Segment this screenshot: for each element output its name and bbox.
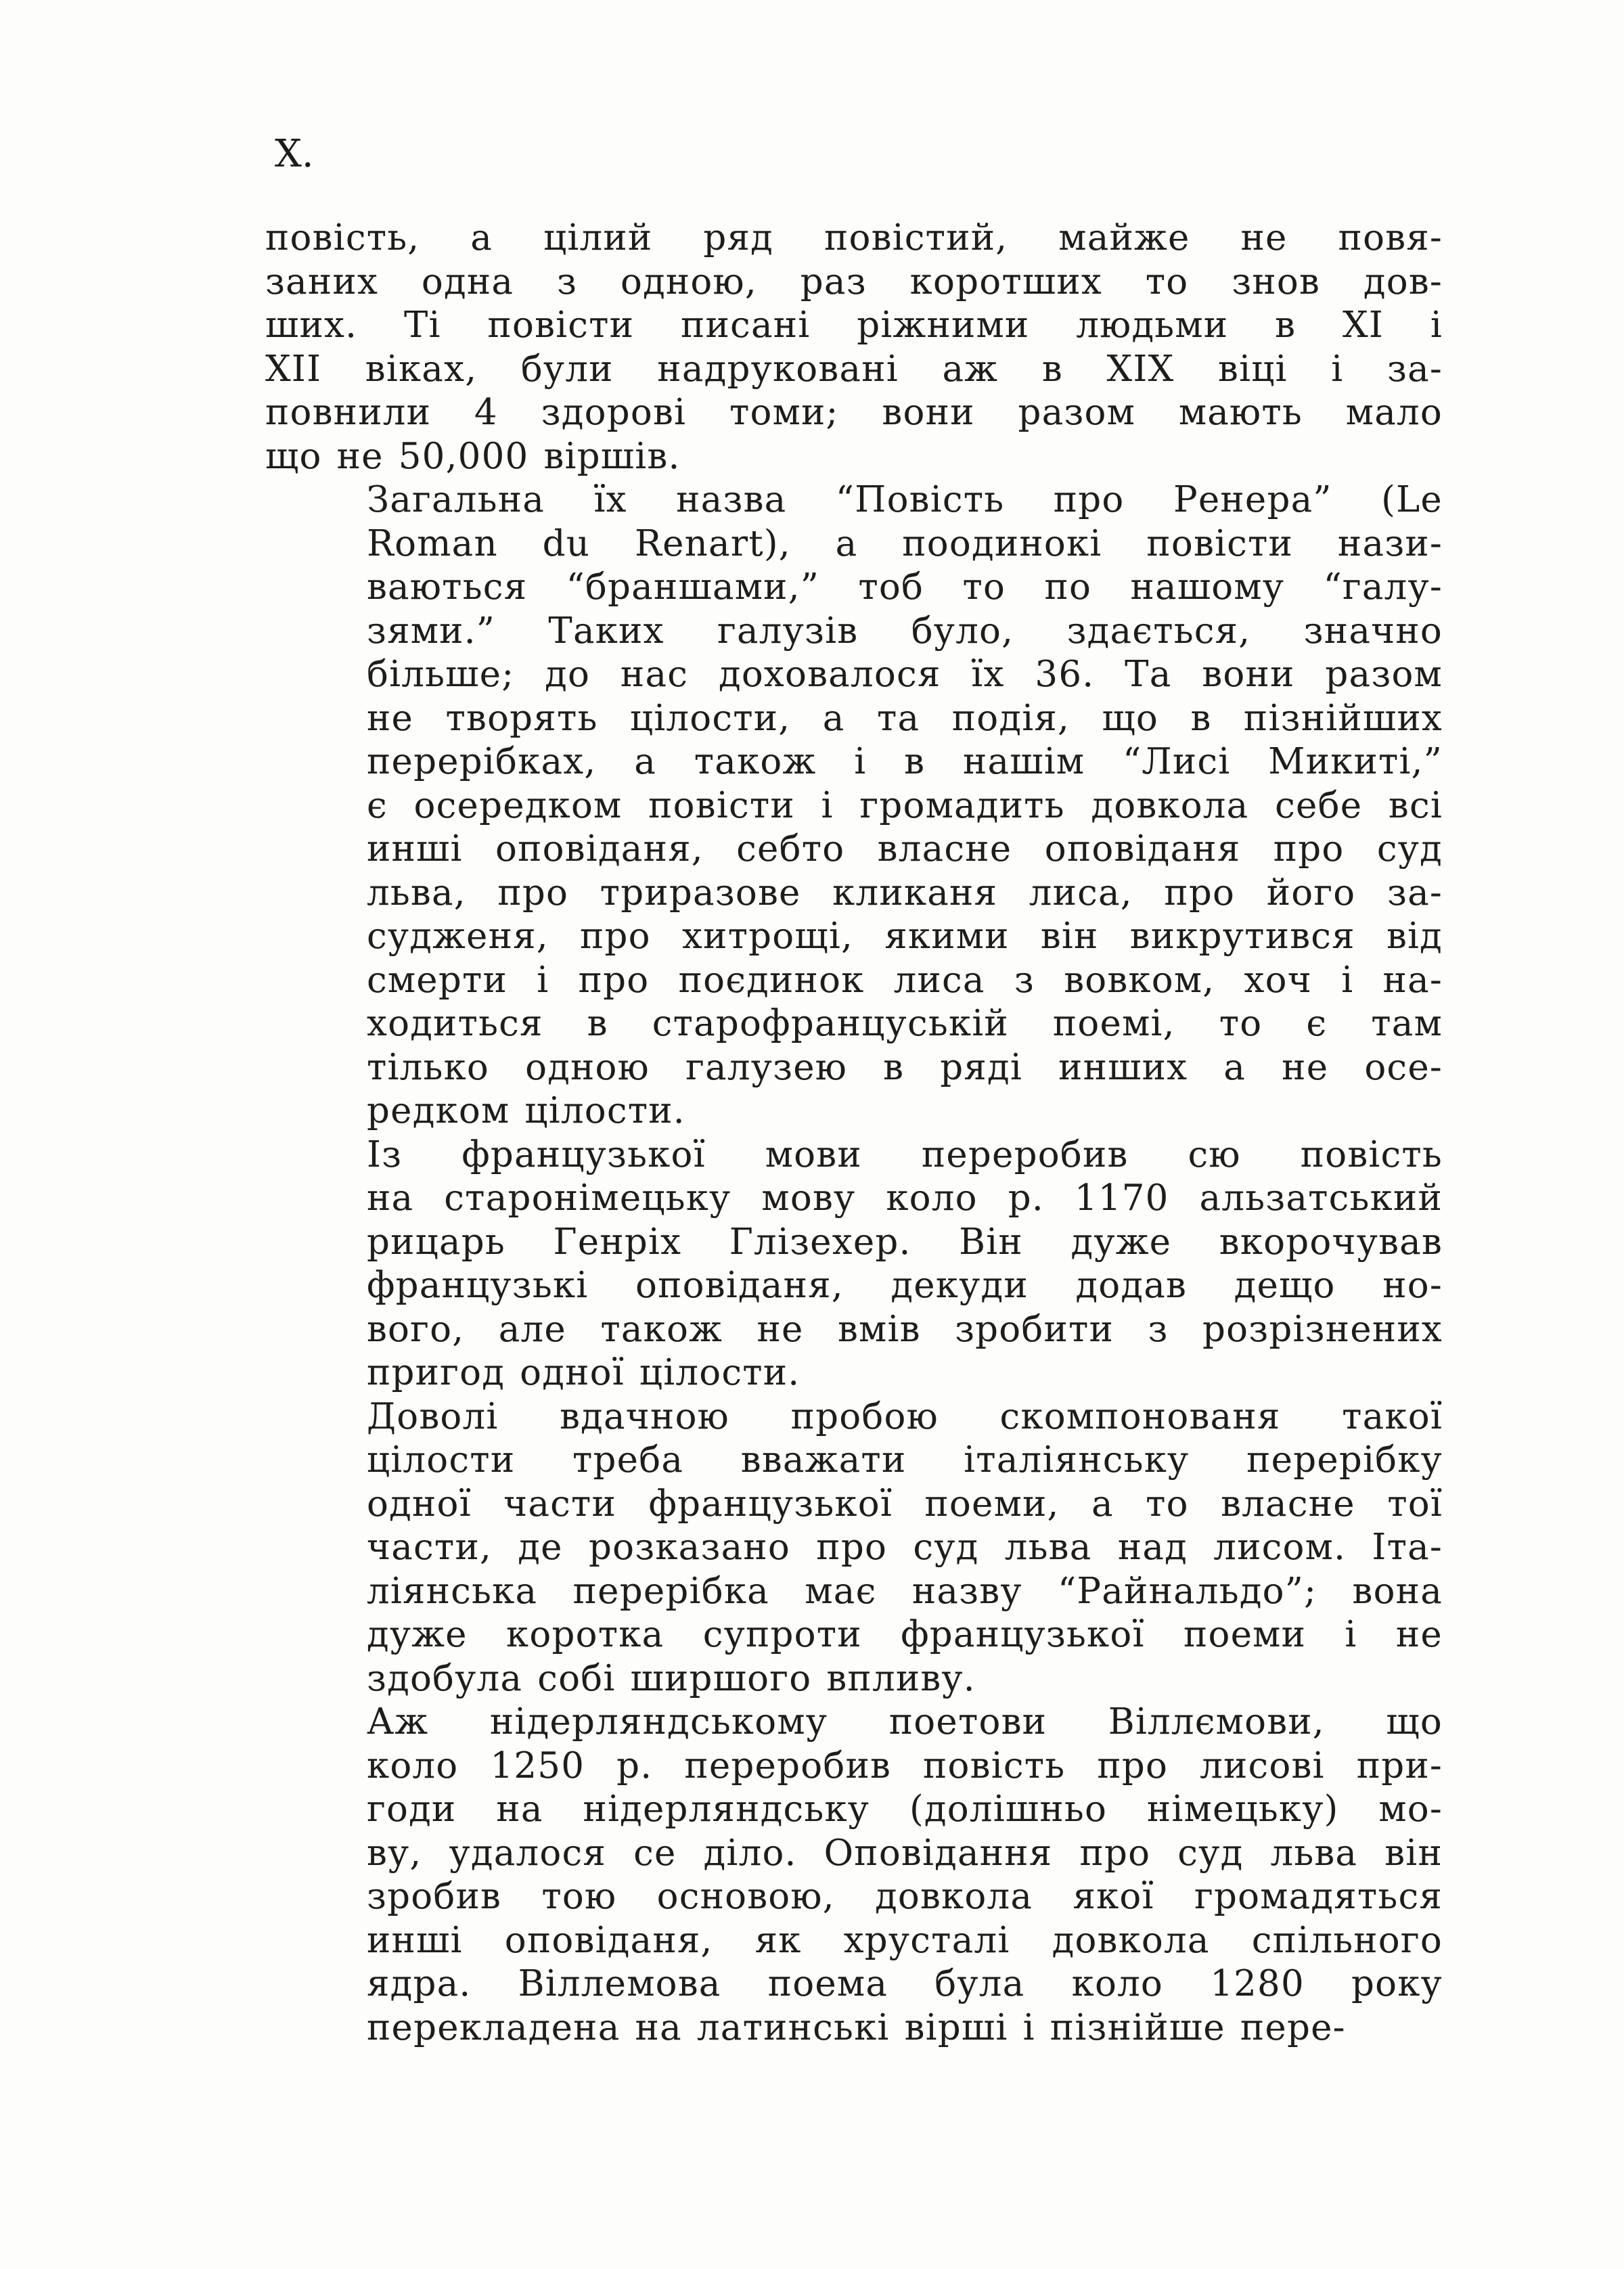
paragraph	[265, 1395, 1443, 1701]
text-line: перекладена на латинські вірші і пізнійше пере-	[367, 2006, 1346, 2048]
text-line: Аж нідерляндському поетови Віллємови, що	[367, 1701, 1443, 1743]
text-line: повість, а цілий ряд повістий, майже не повя-	[265, 217, 1443, 259]
text-line: здобула собі ширшого впливу.	[367, 1657, 976, 1699]
text-line: тілько одною галузею в ряді инших а не осе-	[367, 1046, 1443, 1088]
text-line: инші оповіданя, як хрусталі довкола спільного	[367, 1919, 1443, 1961]
text-line: зями.” Таких галузів було, здається, значно	[367, 610, 1443, 652]
text-line: перерібках, а також і в нашім “Лисі Микиті,”	[367, 741, 1443, 782]
text-line: части, де розказано про суд льва над лисом. Іта-	[367, 1527, 1443, 1568]
text-line: ших. Ті повісти писані ріжними людьми в XI і	[265, 305, 1443, 346]
text-line: ядра. Віллемова поема була коло 1280 року	[367, 1963, 1443, 2004]
paragraph	[265, 1133, 1443, 1395]
text-line: зробив тою основою, довкола якої громадяться	[367, 1876, 1443, 1917]
text-line: дуже коротка супроти французької поеми і не	[367, 1614, 1443, 1655]
text-line: на старонімецьку мову коло р. 1170 альзатський	[367, 1177, 1443, 1219]
text-line: льва, про триразове кликаня лиса, про його за-	[367, 872, 1443, 914]
text-line: вого, але також не вмів зробити з розрізнених	[367, 1308, 1443, 1350]
text-line: пригод одної цілости.	[367, 1352, 800, 1393]
text-line: повнили 4 здорові томи; вони разом мають мало	[265, 392, 1443, 433]
text-line: більше; до нас доховалося їх 36. Та вони разом	[367, 654, 1443, 695]
text-line: смерти і про поєдинок лиса з вовком, хоч і на-	[367, 959, 1443, 1001]
text-line: инші оповіданя, себто власне оповіданя про суд	[367, 828, 1443, 870]
body-text	[265, 217, 1443, 2050]
text-line: рицарь Генріх Глізехер. Він дуже вкорочував	[367, 1221, 1443, 1263]
text-line: XII віках, були надруковані аж в XIX віці і за-	[265, 348, 1443, 390]
text-line: Із французької мови переробив сю повість	[367, 1133, 1443, 1175]
text-line: Доволі вдачною пробою скомпонованя такої	[367, 1395, 1443, 1437]
text-line: редком цілости.	[367, 1090, 685, 1131]
text-line: Roman du Renart), а поодинокі повісти нази-	[367, 522, 1443, 564]
page-number: X.	[275, 132, 314, 176]
text-line: заних одна з одною, раз коротших то знов дов-	[265, 261, 1443, 302]
text-line: одної части французької поеми, а то власне тої	[367, 1483, 1443, 1525]
text-line: коло 1250 р. переробив повість про лисові при-	[367, 1745, 1443, 1787]
paragraph	[265, 217, 1443, 478]
text-line: судженя, про хитрощі, якими він викрутився від	[367, 916, 1443, 957]
text-line: Загальна їх назва “Повість про Ренера” (Le	[367, 479, 1443, 520]
text-line: ліянська перерібка має назву “Райнальдо”; вона	[367, 1570, 1443, 1612]
text-line: годи на нідерляндську (долішньо німецьку) мо-	[367, 1789, 1443, 1830]
text-line: ваються “браншами,” тоб то по нашому “галу-	[367, 566, 1443, 608]
paragraph	[265, 1701, 1443, 2050]
paragraph	[265, 478, 1443, 1133]
text-line: ву, удалося се діло. Оповідання про суд льва він	[367, 1832, 1443, 1874]
text-line: французькі оповіданя, декуди додав дещо но-	[367, 1265, 1443, 1306]
text-line: що не 50,000 віршів.	[265, 435, 681, 477]
text-line: не творять цілости, а та подія, що в пізнійших	[367, 697, 1443, 739]
text-line: є осередком повісти і громадить довкола себе всі	[367, 784, 1443, 826]
text-line: ходиться в старофранцуській поемі, то є там	[367, 1003, 1443, 1044]
text-line: цілости треба вважати італіянську перерібку	[367, 1439, 1443, 1481]
